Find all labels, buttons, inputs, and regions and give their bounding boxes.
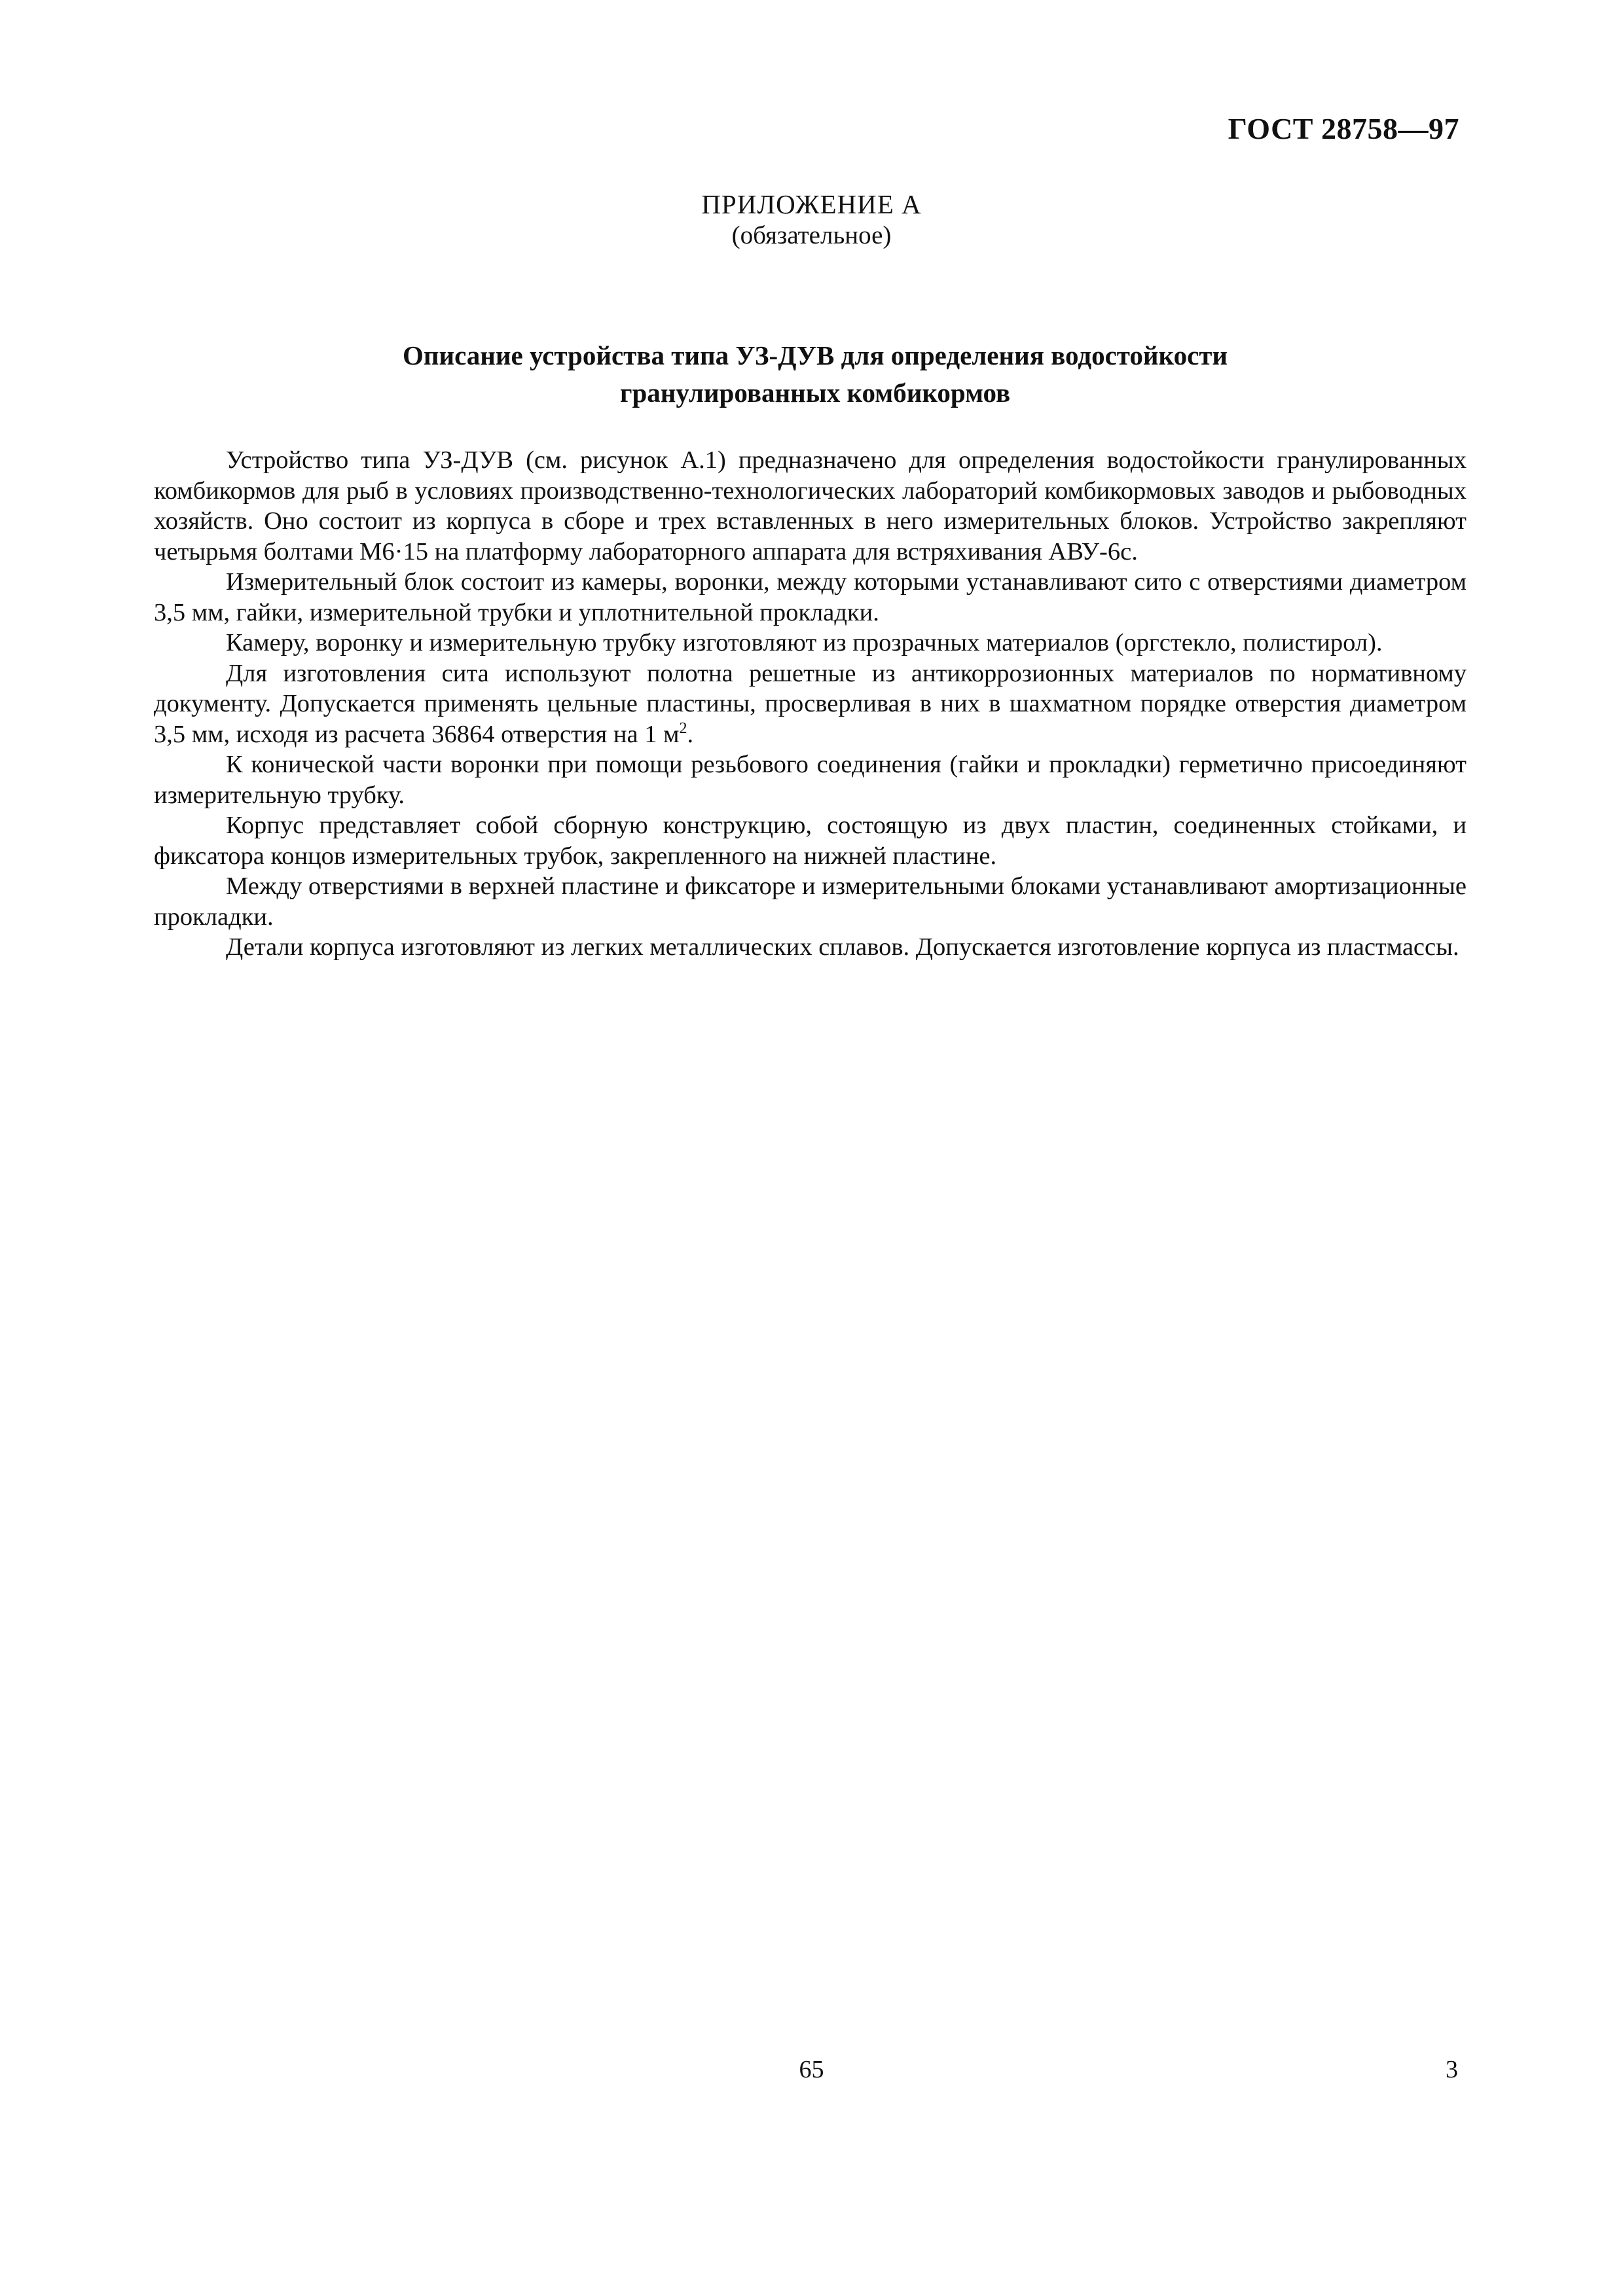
paragraph-7: Между отверстиями в верхней пластине и фиксаторе и измерительными блоками устанавливают амортизационные прокладки. bbox=[154, 872, 1467, 931]
paragraph-4-tail: . bbox=[687, 720, 694, 748]
paragraph-1: Устройство типа УЗ-ДУВ (см. рисунок А.1) предназначено для определения водостойкости гранулированных комбикормов для рыб в условиях производственно-технологических лабораторий комбикормовых заводов и рыбоводных хозяйств. Оно состоит из корпуса в сборе и трех вставленных в него измерительных блоков. Устройство закрепляют четырьмя болтами М6·15 на платформу лабораторного аппарата для встряхивания АВУ-6с. bbox=[154, 446, 1467, 565]
superscript-2: 2 bbox=[679, 719, 687, 737]
paragraph-6: Корпус представляет собой сборную конструкцию, состоящую из двух пластин, соединенных стойками, и фиксатора концов измерительных трубок, закрепленного на нижней пластине. bbox=[154, 812, 1467, 870]
paragraph-4-text: Для изготовления сита используют полотна решетные из антикоррозионных материалов по нормативному документу. Допускается применять цельные пластины, просверливая в них в шахматном порядке отверстия диаметром 3,5 мм, исходя из расчета 36864 отверстия на 1 м bbox=[154, 659, 1467, 748]
body-text bbox=[154, 445, 1467, 963]
paragraph-4 bbox=[154, 658, 1467, 750]
paragraph-8: Детали корпуса изготовляют из легких металлических сплавов. Допускается изготовление корпуса из пластмассы. bbox=[226, 933, 1459, 961]
appendix-note: (обязательное) bbox=[731, 221, 892, 249]
page-number-right: 3 bbox=[1446, 2056, 1458, 2083]
page-number-center: 65 bbox=[799, 2056, 824, 2083]
paragraph-2: Измерительный блок состоит из камеры, воронки, между которыми устанавливают сито с отверстиями диаметром 3,5 мм, гайки, измерительной трубки и уплотнительной прокладки. bbox=[154, 568, 1467, 626]
document-code: ГОСТ 28758—97 bbox=[1228, 112, 1459, 145]
section-title-line-2: гранулированных комбикормов bbox=[619, 378, 1011, 408]
paragraph-3: Камеру, воронку и измерительную трубку изготовляют из прозрачных материалов (оргстекло, полистирол). bbox=[226, 629, 1383, 656]
appendix-title: ПРИЛОЖЕНИЕ А bbox=[701, 189, 922, 219]
paragraph-5: К конической части воронки при помощи резьбового соединения (гайки и прокладки) герметично присоединяют измерительную трубку. bbox=[154, 751, 1467, 809]
section-title bbox=[196, 337, 1434, 412]
section-title-line-1: Описание устройства типа УЗ-ДУВ для определения водостойкости bbox=[402, 340, 1228, 370]
appendix-heading bbox=[0, 188, 1623, 251]
